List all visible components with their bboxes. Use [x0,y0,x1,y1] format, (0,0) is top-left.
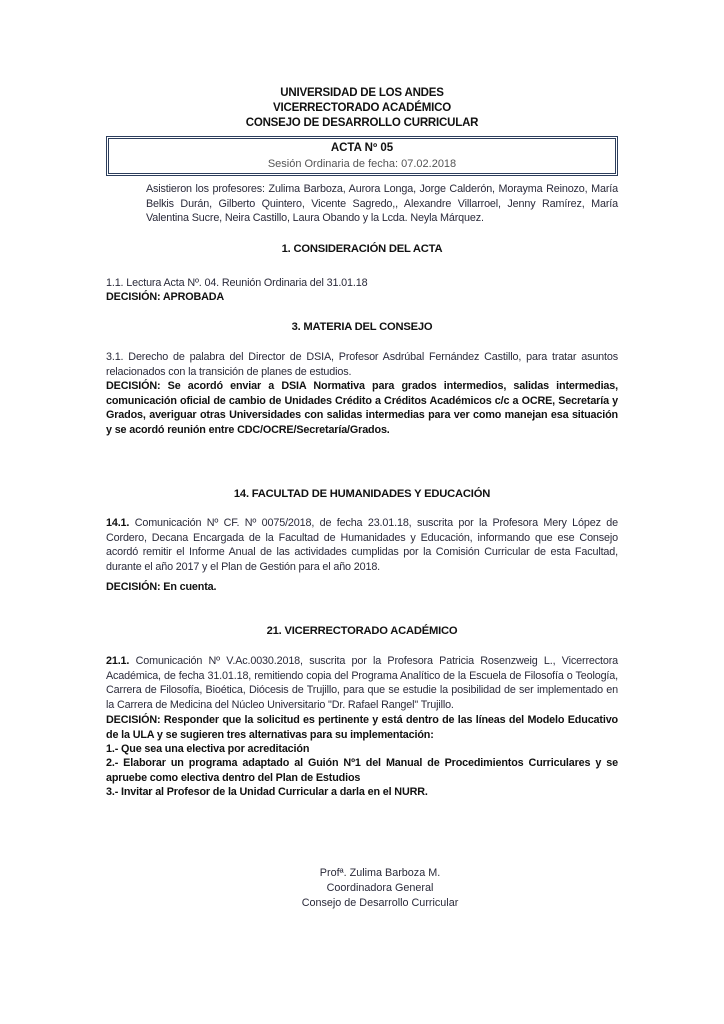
alternative-1: 1.- Que sea una electiva por acreditación [106,743,310,755]
item-number: 14.1. [106,517,130,529]
decision-label: DECISIÓN: [106,714,161,726]
item-number: 21.1. [106,655,130,667]
decision-text: Responder que la solicitud es pertinente y está dentro de las líneas del Modelo Educativo de la ULA y se sugieren tres alternativas para su implementación: [106,714,618,741]
signatory-role: Coordinadora General [326,882,434,894]
council-name: CONSEJO DE DESARROLLO CURRICULAR [245,117,479,129]
alternative-3: 3.- Invitar al Profesor de la Unidad Curricular a darla en el NURR. [106,786,428,798]
decision-label: DECISIÓN: [106,380,161,392]
section-heading-14: 14. FACULTAD DE HUMANIDADES Y EDUCACIÓN [233,488,491,500]
section-1-body: 1.1. Lectura Acta Nº. 04. Reunión Ordinaria del 31.01.18 [106,277,368,289]
acta-box [106,136,618,176]
acta-title: ACTA Nº 05 [330,142,394,154]
section-14-body [106,516,618,574]
section-21-body [106,654,618,712]
alternative-2: 2.- Elaborar un programa adaptado al Guión Nº1 del Manual de Procedimientos Curriculares y se apruebe como electiva dentro del Plan de Estudios [106,757,618,784]
section-14-decision: DECISIÓN: En cuenta. [106,581,217,593]
signatory-organization: Consejo de Desarrollo Curricular [301,897,459,909]
section-3-body: 3.1. Derecho de palabra del Director de DSIA, Profesor Asdrúbal Fernández Castillo, para tratar asuntos relacionados con la transición de planes de estudios. [106,351,618,378]
section-heading-3: 3. MATERIA DEL CONSEJO [291,321,433,333]
acta-session-date: Sesión Ordinaria de fecha: 07.02.2018 [267,158,457,170]
signatory-name: Profª. Zulima Barboza M. [319,867,441,879]
section-21-decision [106,713,618,742]
section-3-decision [106,379,618,437]
decision-text: Se acordó enviar a DSIA Normativa para grados intermedios, salidas intermedias, comunicación oficial de cambio de Unidades Crédito a Créditos Académicos c/c a OCRE, Secretaría y Grados, averiguar otras Universidades con salidas intermedias para ver como manejan esa situación y se acordó reunión entre CDC/OCRE/Secretaría/Grados. [106,380,618,436]
section-heading-1: 1. CONSIDERACIÓN DEL ACTA [281,243,443,255]
attendance-paragraph: Asistieron los profesores: Zulima Barboza, Aurora Longa, Jorge Calderón, Morayma Reinozo, María Belkis Durán, Gilberto Quintero, Vicente Sagredo,, Alexandre Villarroel, Jenny Ramírez, María Valentina Sucre, Neira Castillo, Laura Obando y la Lcda. Neyla Márquez. [146,183,618,225]
item-text: Comunicación Nº CF. Nº 0075/2018, de fecha 23.01.18, suscrita por la Profesora Mery López de Cordero, Decana Encargada de la Facultad de Humanidades y Educación, informando que ese Consejo acordó remitir el Informe Anual de las actividades cumplidas por la Comisión Curricular de esta Facultad, durante el año 2017 y el Plan de Gestión para el año 2018. [106,517,618,573]
section-heading-21: 21. VICERRECTORADO ACADÉMICO [266,625,458,637]
university-name: UNIVERSIDAD DE LOS ANDES [280,87,444,99]
vice-rectorate: VICERRECTORADO ACADÉMICO [273,102,451,114]
item-text: Comunicación Nº V.Ac.0030.2018, suscrita por la Profesora Patricia Rosenzweig L., Vicerrectora Académica, de fecha 31.01.18, remitiendo copia del Programa Analítico de la Escuela de Filosofía o Teología, Carrera de Filosofía, Bioética, Diócesis de Trujillo, para que se estudie la posibilidad de ser implementado en la Carrera de Medicina del Núcleo Universitario "Dr. Rafael Rangel" Trujillo. [106,655,618,711]
section-1-decision: DECISIÓN: APROBADA [106,291,225,303]
